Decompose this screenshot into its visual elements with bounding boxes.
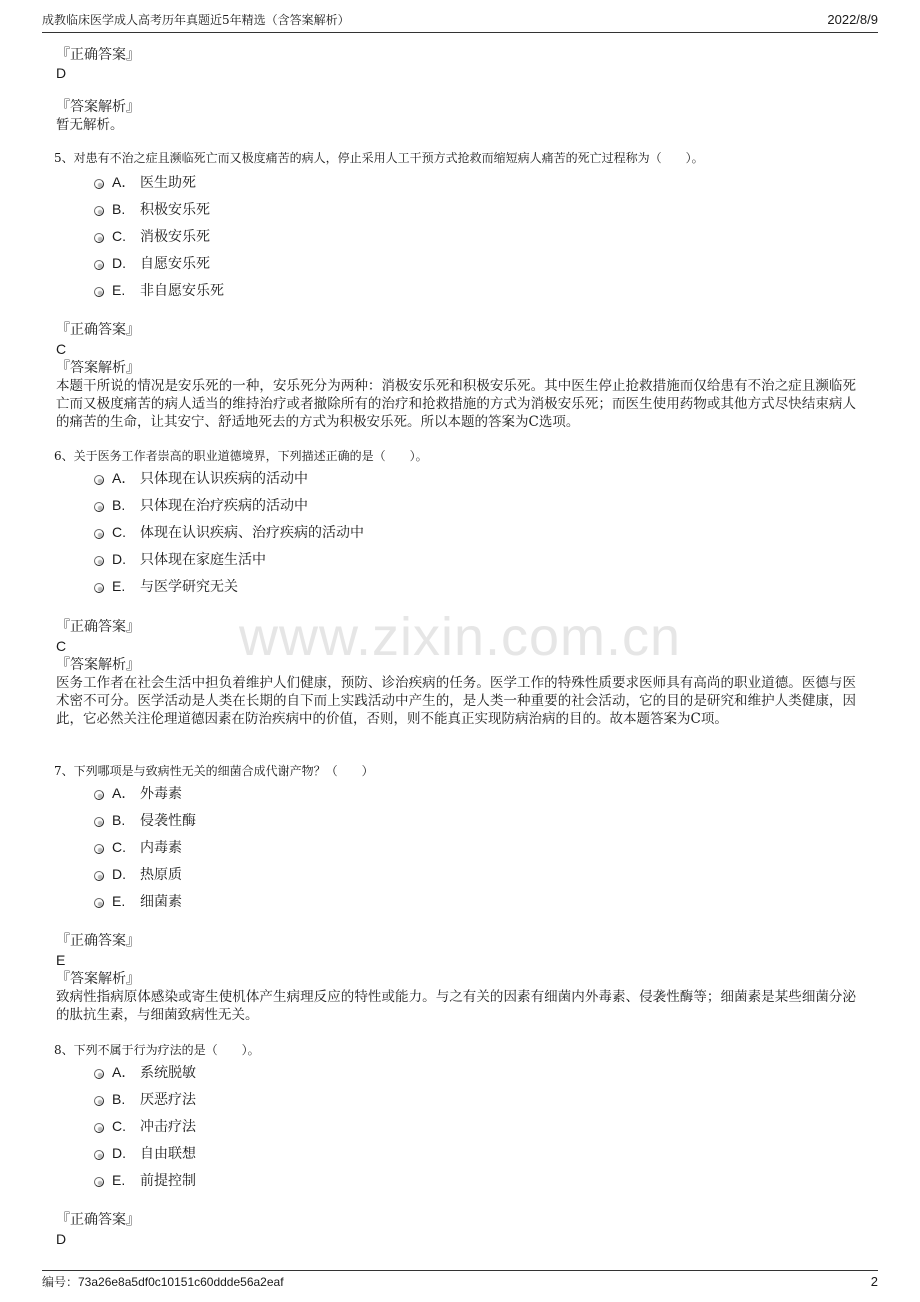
analysis-text: 致病性指病原体感染或寄生使机体产生病理反应的特性或能力。与之有关的因素有细菌内外毒素、侵袭性酶等；细菌素是某些细菌分泌的肽抗生素，与细菌致病性无关。 <box>56 989 856 1023</box>
page-footer <box>42 1270 878 1293</box>
answer-label: 『正确答案』 <box>56 933 140 949</box>
question-stem: 6、关于医务工作者崇高的职业道德境界，下列描述正确的是（ ）。 <box>54 449 428 463</box>
answer-value: D <box>56 65 67 81</box>
question-stem: 8、下列不属于行为疗法的是（ ）。 <box>54 1043 260 1057</box>
option-d[interactable]: D. 只体现在家庭生活中 <box>94 548 364 570</box>
option-a[interactable]: A． 医生助死 <box>94 171 224 193</box>
radio-icon <box>94 790 104 800</box>
radio-icon <box>94 844 104 854</box>
radio-icon <box>94 529 104 539</box>
document-code: 编号：73a26e8a5df0c10151c60ddde56a2eaf <box>42 1275 284 1289</box>
radio-icon <box>94 1177 104 1187</box>
document-title: 成教临床医学成人高考历年真题近5年精选（含答案解析） <box>42 13 350 27</box>
page-number: 2 <box>870 1274 878 1289</box>
radio-icon <box>94 1096 104 1106</box>
option-a[interactable]: A． 只体现在认识疾病的活动中 <box>94 467 364 489</box>
radio-icon <box>94 1069 104 1079</box>
option-list <box>94 467 364 597</box>
option-d[interactable]: D. 自愿安乐死 <box>94 252 224 274</box>
option-c[interactable]: C. 冲击疗法 <box>94 1115 196 1137</box>
option-a[interactable]: A． 外毒素 <box>94 782 196 804</box>
radio-icon <box>94 475 104 485</box>
answer-label: 『正确答案』 <box>56 1212 140 1228</box>
answer-label: 『正确答案』 <box>56 322 140 338</box>
option-c[interactable]: C. 体现在认识疾病、治疗疾病的活动中 <box>94 521 364 543</box>
radio-icon <box>94 206 104 216</box>
radio-icon <box>94 871 104 881</box>
option-e[interactable]: E. 非自愿安乐死 <box>94 279 224 301</box>
answer-label: 『正确答案』 <box>56 619 140 635</box>
option-e[interactable]: E. 细菌素 <box>94 890 196 912</box>
radio-icon <box>94 233 104 243</box>
analysis-text: 暂无解析。 <box>56 117 124 133</box>
option-list <box>94 171 224 301</box>
radio-icon <box>94 817 104 827</box>
option-b[interactable]: B. 只体现在治疗疾病的活动中 <box>94 494 364 516</box>
analysis-label: 『答案解析』 <box>56 99 140 115</box>
option-d[interactable]: D. 热原质 <box>94 863 196 885</box>
option-list <box>94 1061 196 1191</box>
option-e[interactable]: E. 与医学研究无关 <box>94 575 364 597</box>
analysis-text: 本题干所说的情况是安乐死的一种，安乐死分为两种：消极安乐死和积极安乐死。其中医生停止抢救措施而仅给患有不治之症且濒临死亡而又极度痛苦的病人适当的维持治疗或者撤除所有的治疗和抢救措施的方式为消极安乐死；而医生使用药物或其他方式尽快结束病人的痛苦的生命，让其安宁、舒适地死去的方式为积极安乐死。所以本题的答案为C选项。 <box>56 378 856 430</box>
question-stem: 5、对患有不治之症且濒临死亡而又极度痛苦的病人，停止采用人工干预方式抢救而缩短病人痛苦的死亡过程称为（ ）。 <box>54 151 704 165</box>
radio-icon <box>94 260 104 270</box>
question-stem: 7、下列哪项是与致病性无关的细菌合成代谢产物？（ ） <box>54 764 374 778</box>
radio-icon <box>94 1123 104 1133</box>
watermark: www.zixin.com.cn <box>238 607 682 667</box>
document-date: 2022/8/9 <box>827 12 878 27</box>
option-a[interactable]: A． 系统脱敏 <box>94 1061 196 1083</box>
answer-value: C <box>56 341 67 357</box>
option-d[interactable]: D. 自由联想 <box>94 1142 196 1164</box>
radio-icon <box>94 287 104 297</box>
option-c[interactable]: C. 内毒素 <box>94 836 196 858</box>
analysis-text: 医务工作者在社会生活中担负着维护人们健康，预防、诊治疾病的任务。医学工作的特殊性质要求医师具有高尚的职业道德。医德与医术密不可分。医学活动是人类在长期的自下而上实践活动中产生的，是人类一种重要的社会活动，它的目的是研究和维护人类健康，因此，它必然关注伦理道德因素在防治疾病中的价值，否则，则不能真正实现防病治病的目的。故本题答案为C项。 <box>56 675 856 727</box>
option-b[interactable]: B. 积极安乐死 <box>94 198 224 220</box>
radio-icon <box>94 583 104 593</box>
page-header <box>42 10 878 33</box>
analysis-label: 『答案解析』 <box>56 360 140 376</box>
radio-icon <box>94 556 104 566</box>
option-e[interactable]: E. 前提控制 <box>94 1169 196 1191</box>
radio-icon <box>94 502 104 512</box>
answer-label: 『正确答案』 <box>56 47 140 63</box>
option-b[interactable]: B. 侵袭性酶 <box>94 809 196 831</box>
answer-value: D <box>56 1231 67 1247</box>
analysis-label: 『答案解析』 <box>56 657 140 673</box>
option-list <box>94 782 196 912</box>
analysis-label: 『答案解析』 <box>56 971 140 987</box>
radio-icon <box>94 898 104 908</box>
option-c[interactable]: C. 消极安乐死 <box>94 225 224 247</box>
answer-value: E <box>56 952 66 968</box>
radio-icon <box>94 1150 104 1160</box>
radio-icon <box>94 179 104 189</box>
answer-value: C <box>56 638 67 654</box>
option-b[interactable]: B. 厌恶疗法 <box>94 1088 196 1110</box>
